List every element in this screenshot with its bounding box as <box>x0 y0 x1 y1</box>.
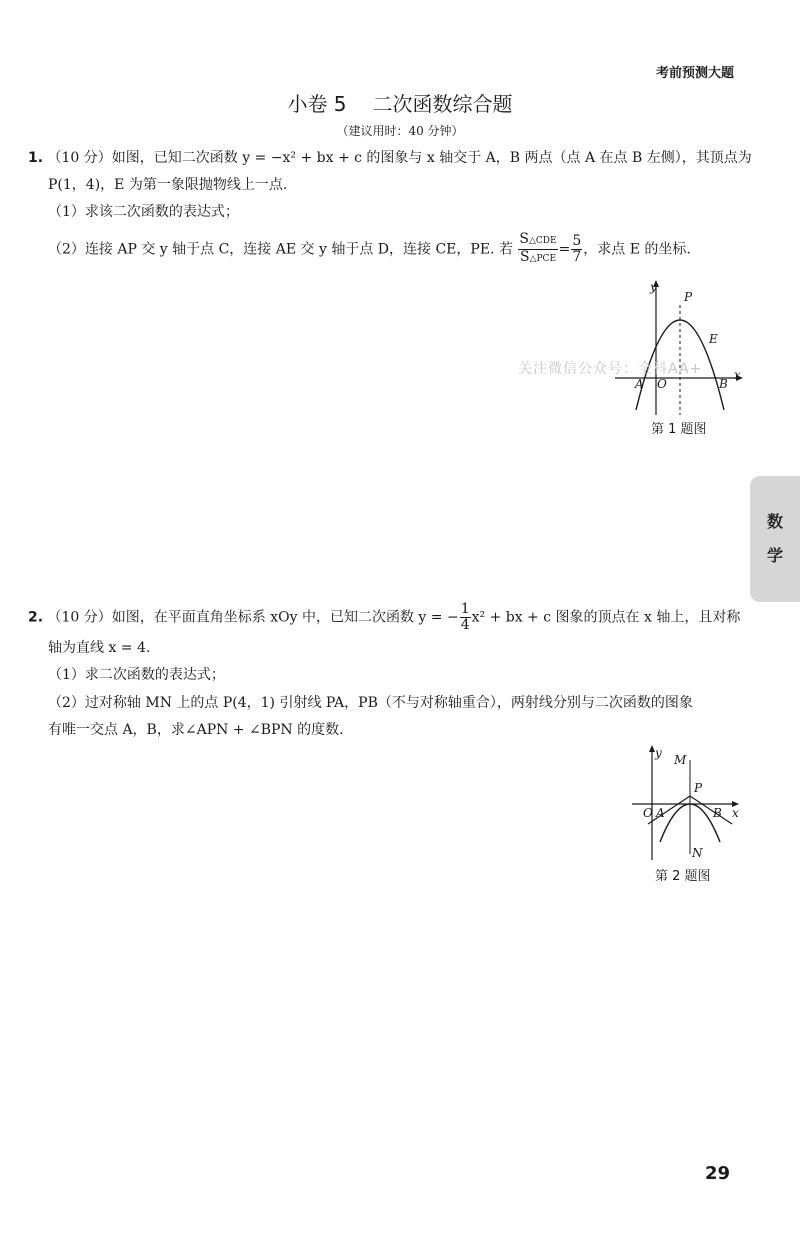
title-text: 二次函数综合题 <box>372 92 513 116</box>
frac-denominator: 7 <box>572 249 582 265</box>
value-fraction <box>571 234 582 265</box>
q2-part1: （1）求二次函数的表达式； <box>48 667 225 683</box>
q2-coefficient-fraction <box>460 602 471 633</box>
q2-figure <box>628 742 748 862</box>
title-number: 小卷 5 <box>287 92 347 116</box>
q2-frac-denominator: 4 <box>460 617 470 633</box>
q1-line2: P(1，4)，E 为第一象限抛物线上一点. <box>48 177 288 193</box>
label-b: B <box>719 377 728 391</box>
q1-equals: = <box>558 241 571 258</box>
page-title <box>0 88 800 117</box>
q2-line2: 轴为直线 x = 4. <box>48 640 151 656</box>
subject-char-2: 学 <box>766 546 783 565</box>
label-p: P <box>684 290 693 304</box>
label-x: x <box>732 806 739 820</box>
frac-numerator: 5 <box>572 233 582 249</box>
ratio-den-s: S <box>519 249 530 265</box>
label-o: O <box>643 806 653 820</box>
ratio-num-sub: △CDE <box>529 236 557 246</box>
q1-figure-caption: 第 1 题图 <box>651 422 707 437</box>
label-y: y <box>655 746 662 760</box>
q1-figure <box>610 275 750 420</box>
label-a: A <box>635 377 644 391</box>
q1-part2 <box>48 232 691 267</box>
label-e: E <box>709 332 718 346</box>
label-x: x <box>734 368 741 382</box>
label-b: B <box>713 806 722 820</box>
suggested-time: （建议用时：40 分钟） <box>336 124 464 138</box>
q1-part1: （1）求该二次函数的表达式； <box>48 204 239 220</box>
q2-line1 <box>28 602 740 633</box>
ratio-num-s: S <box>519 231 529 247</box>
q1-part2-pre: （2）连接 AP 交 y 轴于点 C，连接 AE 交 y 轴于点 D，连接 CE，PE. 若 <box>48 241 513 258</box>
watermark: 关注微信公众号：全科AA+ <box>518 361 703 377</box>
q2-part2-line1: （2）过对称轴 MN 上的点 P(4，1) 引射线 PA，PB（不与对称轴重合），两射线分别与二次函数的图象 <box>48 695 693 711</box>
q2-part2-line2: 有唯一交点 A，B，求∠APN + ∠BPN 的度数. <box>48 722 344 738</box>
label-a: A <box>656 806 665 820</box>
ray-pb <box>690 796 732 824</box>
q2-number: 2. <box>28 609 44 626</box>
label-o: O <box>657 377 667 391</box>
subject-tab <box>750 476 800 602</box>
q1-number: 1. <box>28 150 44 166</box>
area-ratio-fraction <box>518 232 557 267</box>
subject-char-1: 数 <box>766 512 783 531</box>
label-p: P <box>694 781 703 795</box>
q2-stem-pre: （10 分）如图，在平面直角坐标系 xOy 中，已知二次函数 y = − <box>47 609 459 626</box>
q1-part2-post: ，求点 E 的坐标. <box>583 241 691 258</box>
label-y: y <box>650 280 657 294</box>
ratio-den-sub: △PCE <box>529 254 557 264</box>
q1-stem: （10 分）如图，已知二次函数 y = −x² + bx + c 的图象与 x 轴交于 A，B 两点（点 A 在点 B 左侧），其顶点为 <box>47 150 752 166</box>
label-n: N <box>692 846 703 860</box>
page-number: 29 <box>704 1163 730 1184</box>
ray-pa <box>648 796 690 824</box>
q1-line1 <box>28 147 752 167</box>
label-m: M <box>674 753 687 767</box>
q2-frac-numerator: 1 <box>460 601 470 617</box>
q2-stem-post: x² + bx + c 图象的顶点在 x 轴上，且对称 <box>471 609 741 626</box>
section-tag: 考前预测大题 <box>655 66 734 81</box>
q2-figure-caption: 第 2 题图 <box>655 869 711 884</box>
